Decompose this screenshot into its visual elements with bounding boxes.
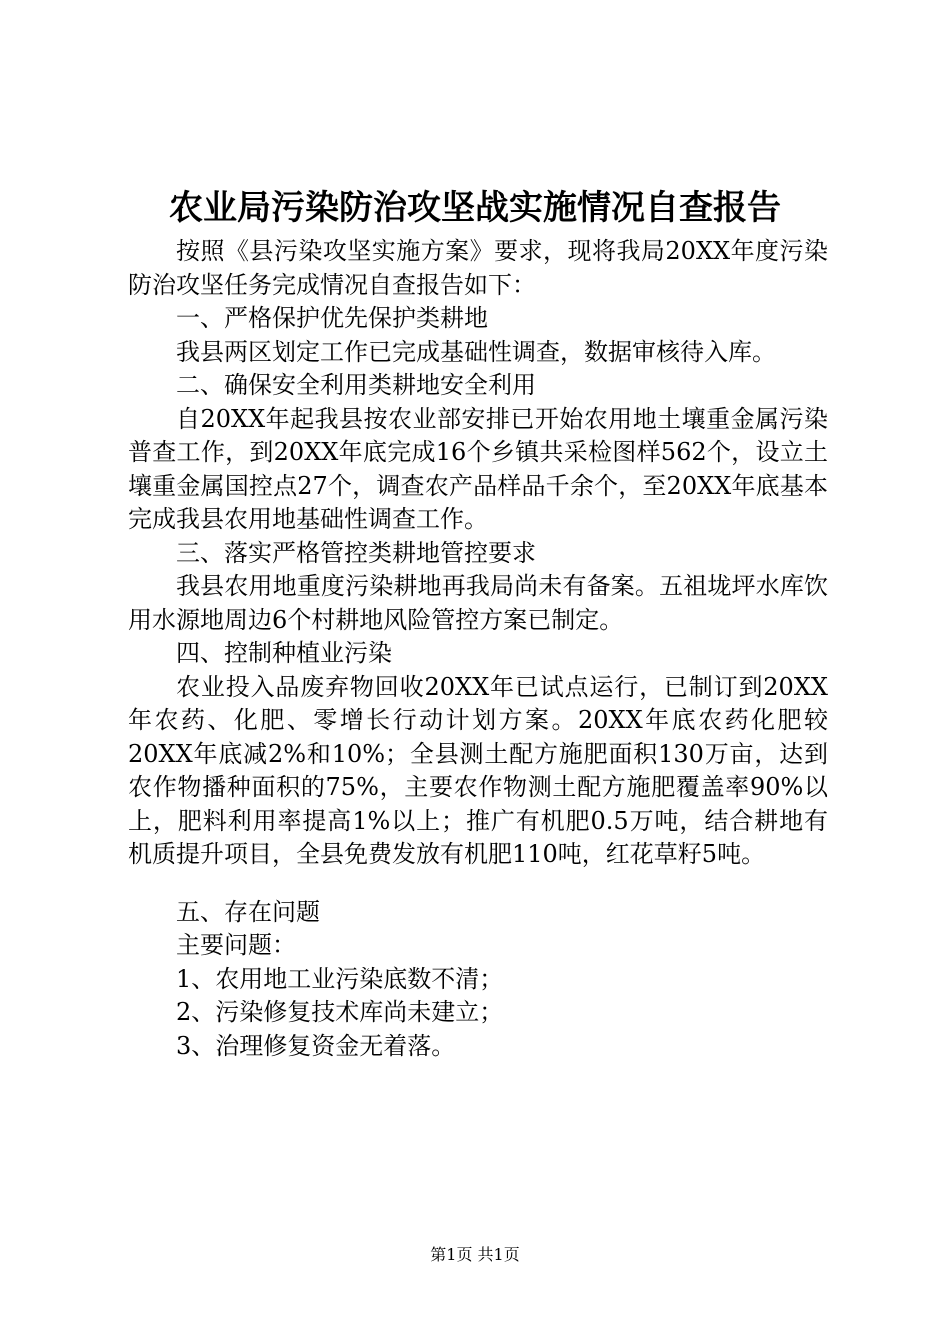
section-heading-2: 二、确保安全利用类耕地安全利用 xyxy=(176,371,536,399)
section-paragraph-2: 自20XX年起我县按农业部安排已开始农用地土壤重金属污染普查工作，到20XX年底完成16个乡镇共采检图样562个，设立土壤重金属国控点27个，调查农产品样品千余个，至20XX年底基本完成我县农用地基础性调查工作。 xyxy=(128,404,828,533)
section-paragraph-1: 我县两区划定工作已完成基础性调查，数据审核待入库。 xyxy=(176,337,776,366)
section-heading-5: 五、存在问题 xyxy=(176,897,320,926)
problem-item-3: 3、治理修复资金无着落。 xyxy=(176,1031,456,1060)
page-footer: 第1页 共1页 xyxy=(430,1245,520,1264)
section-heading-3: 三、落实严格管控类耕地管控要求 xyxy=(176,538,536,567)
section-heading-4: 四、控制种植业污染 xyxy=(176,639,392,667)
section-paragraph-4: 农业投入品废弃物回收20XX年已试点运行，已制订到20XX年农药、化肥、零增长行动计划方案。20XX年底农药化肥较20XX年底减2%和10%；全县测土配方施肥面积130万亩，达到农作物播种面积的75%，主要农作物测土配方施肥覆盖率90%以上，肥料利用率提高1%以上；推广有机肥0.5万吨，结合耕地有机质提升项目，全县免费发放有机肥110吨，红花草籽5吨。 xyxy=(128,672,828,868)
paragraph-spacer xyxy=(128,872,828,896)
problem-item-1: 1、农用地工业污染底数不清； xyxy=(176,964,504,993)
section-heading-1: 一、严格保护优先保护类耕地 xyxy=(176,304,488,332)
document-title: 农业局污染防治攻坚战实施情况自查报告 xyxy=(169,188,781,228)
section-paragraph-3: 我县农用地重度污染耕地再我局尚未有备案。五祖垅坪水库饮用水源地周边6个村耕地风险管控方案已制定。 xyxy=(128,572,828,634)
intro-paragraph: 按照《县污染攻坚实施方案》要求，现将我局20XX年度污染防治攻坚任务完成情况自查报告如下： xyxy=(128,237,828,299)
problems-label: 主要问题： xyxy=(176,931,296,959)
problem-item-2: 2、污染修复技术库尚未建立； xyxy=(176,998,504,1026)
document-body xyxy=(128,235,828,1063)
